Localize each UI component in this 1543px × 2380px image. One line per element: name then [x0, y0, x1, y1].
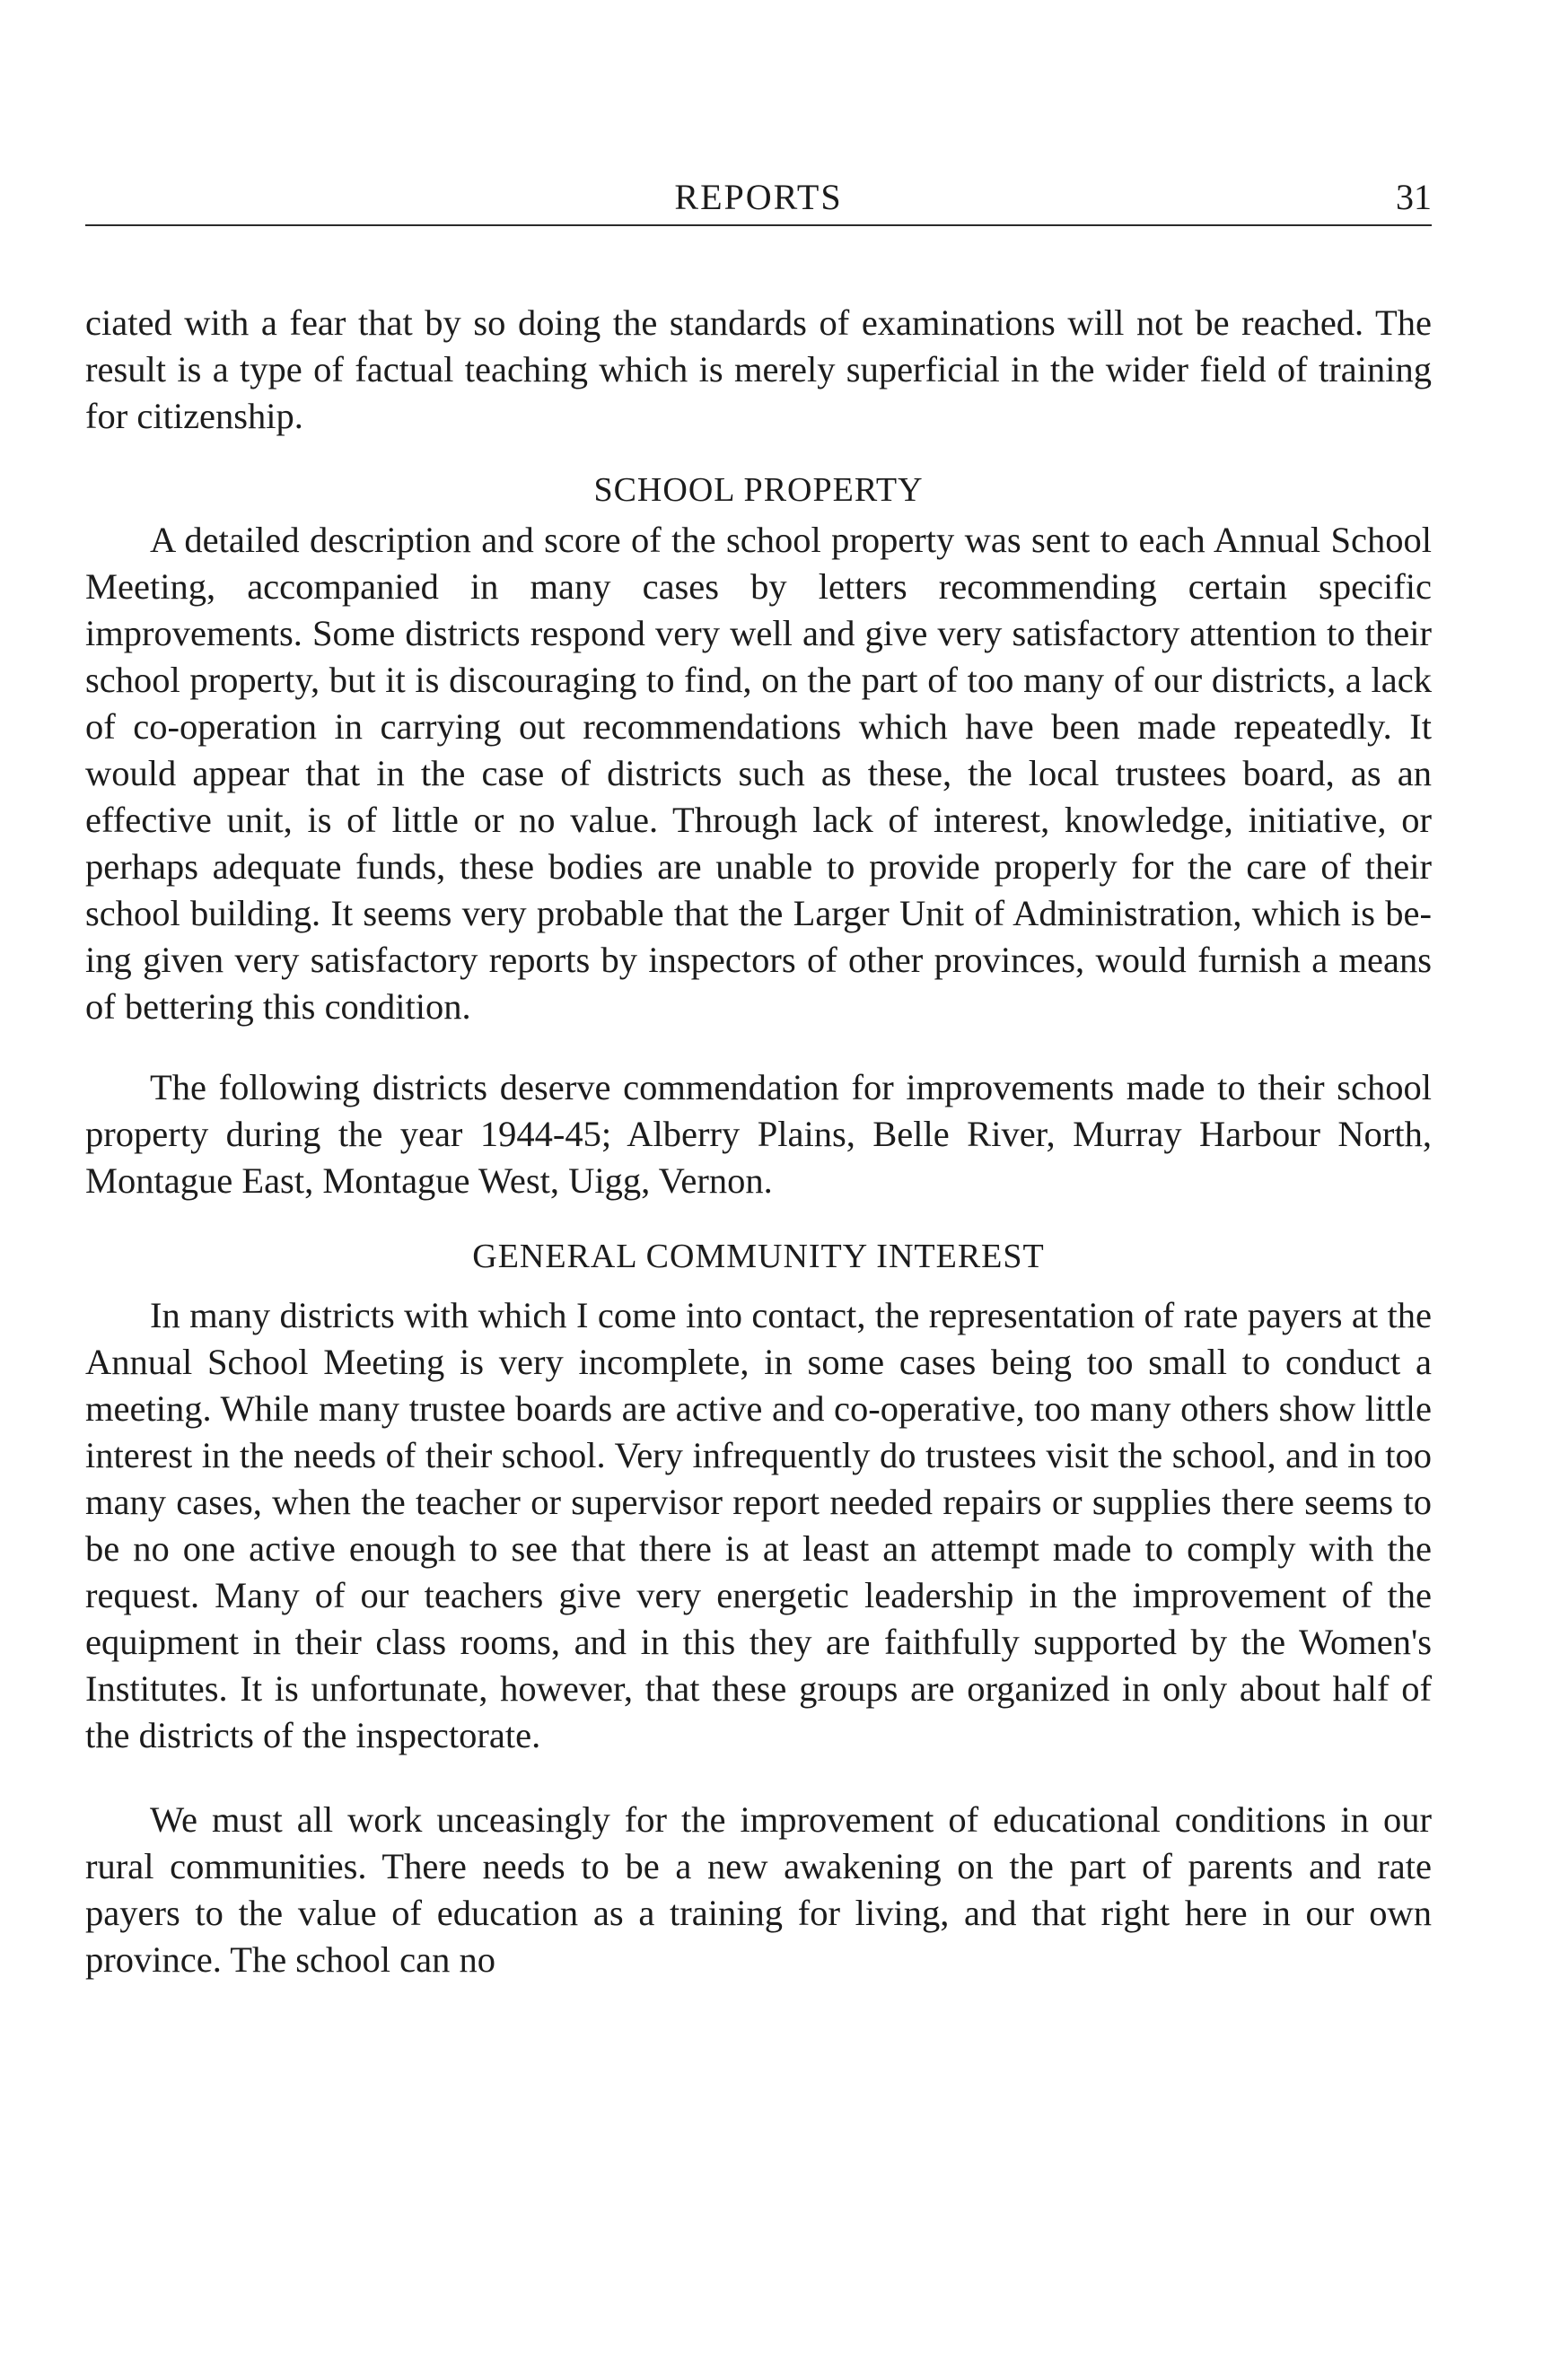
commendation-paragraph: The following districts deserve commendation for improvements made to their school property during the year 1944-45; Alberry Plains, Belle River, Murray Harbour North, Montague East, Montague West, Uigg, Vernon.	[85, 1067, 1432, 1201]
body-text	[85, 300, 1432, 1983]
page-number: 31	[1396, 177, 1432, 217]
community-interest-paragraph: In many districts with which I come into contact, the representation of rate payers at the Annual School Meeting is very incomplete, in some cases being too small to conduct a meeting. While many trustee boards are active and co-operative, too many others show little interest in the needs of their school. Very infrequently do trustees visit the school, and in too many cases, when the teacher or supervisor report needed repairs or supplies there seems to be no one active enough to see that there is at least an attempt made to comply with the request. Many of our teachers give very energetic leadership in the improvement of the equipment in their class rooms, and in this they are faithfully supported by the Women's Institutes. It is unfortunate, however, that these groups are organized in only about half of the districts of the inspectorate.	[85, 1295, 1432, 1755]
section-heading-school-property: SCHOOL PROPERTY	[593, 471, 924, 509]
closing-paragraph: We must all work unceasingly for the improvement of educational conditions in our rural communities. There needs to be a new awakening on the part of parents and rate payers to the value of education as a training for living, and that right here in our own province. The school can no	[85, 1799, 1432, 1980]
running-title: REPORTS	[674, 177, 843, 217]
running-header	[85, 162, 1432, 226]
school-property-paragraph: A detailed description and score of the school property was sent to each Annual School Meeting, accompanied in many cases by letters recommending certain specific improvements. Some districts respond very well and give very satisfactory attention to their school property, but it is discouraging to find, on the part of too many of our districts, a lack of co-operation in carrying out recommendations which have been made repeatedly. It would appear that in the case of districts such as these, the local trustees board, as an effective unit, is of little or no value. Through lack of interest, knowledge, initiative, or perhaps adequate funds, these bodies are unable to provide properly for the care of their school building. It seems very probable that the Larger Unit of Administration, which is being given very satisfactory reports by inspectors of other provinces, would furnish a means of bettering this condition.	[85, 520, 1432, 1027]
document-page	[85, 162, 1432, 1983]
section-heading-community-interest: GENERAL COMMUNITY INTEREST	[472, 1238, 1045, 1275]
continuation-paragraph: ciated with a fear that by so doing the standards of examinations will not be reached. The result is a type of factual teaching which is merely superficial in the wider field of training for citizenship.	[85, 302, 1432, 436]
